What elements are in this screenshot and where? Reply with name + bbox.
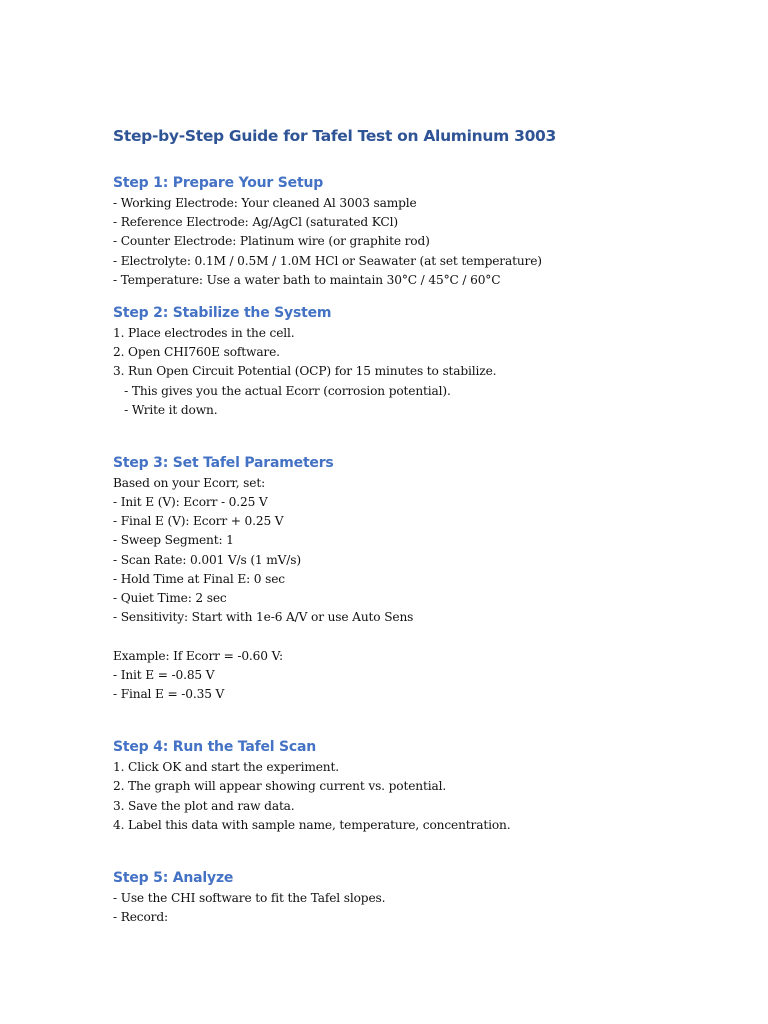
step-1-line: - Temperature: Use a water bath to maintain 30°C / 45°C / 60°C [113, 272, 501, 287]
step-5-line: - Record: [113, 910, 168, 925]
step-4-line: 2. The graph will appear showing current vs. potential. [113, 779, 447, 794]
document-page [113, 124, 733, 927]
step-3-line: - Init E (V): Ecorr - 0.25 V [113, 495, 268, 510]
step-3-line: Based on your Ecorr, set: [113, 475, 266, 490]
step-2-line: 3. Run Open Circuit Potential (OCP) for 15 minutes to stabilize. [113, 364, 497, 379]
step-3-heading: Step 3: Set Tafel Parameters [113, 454, 334, 471]
step-3-line: - Quiet Time: 2 sec [113, 591, 227, 605]
step-4-list [113, 758, 733, 835]
step-1-list [113, 194, 733, 290]
step-3-example-line: - Init E = -0.85 V [113, 667, 215, 682]
step-3-line: - Hold Time at Final E: 0 sec [113, 571, 285, 586]
step-5-line: - Use the CHI software to fit the Tafel slopes. [113, 890, 386, 905]
step-2-line: - Write it down. [113, 402, 218, 417]
step-1-heading: Step 1: Prepare Your Setup [113, 175, 324, 191]
step-3-line: - Sweep Segment: 1 [113, 533, 234, 548]
step-3-line: - Final E (V): Ecorr + 0.25 V [113, 514, 284, 529]
step-1-line: - Reference Electrode: Ag/AgCl (saturated KCl) [113, 215, 398, 230]
step-3-line: - Sensitivity: Start with 1e-6 A/V or use Auto Sens [113, 610, 414, 625]
step-3-line: - Scan Rate: 0.001 V/s (1 mV/s) [113, 552, 301, 567]
step-2-line: 1. Place electrodes in the cell. [113, 325, 295, 340]
step-3-example-line: - Final E = -0.35 V [113, 686, 225, 701]
step-2-line: - This gives you the actual Ecorr (corrosion potential). [113, 383, 451, 398]
step-5-list [113, 889, 733, 927]
step-1-line: - Electrolyte: 0.1M / 0.5M / 1.0M HCl or Seawater (at set temperature) [113, 253, 542, 268]
step-3-list [113, 474, 733, 704]
step-2-line: 2. Open CHI760E software. [113, 345, 280, 360]
step-4-line: 3. Save the plot and raw data. [113, 798, 295, 813]
step-1-line: - Working Electrode: Your cleaned Al 3003 sample [113, 196, 417, 210]
step-4-line: 4. Label this data with sample name, temperature, concentration. [113, 817, 511, 832]
step-3-example-line: Example: If Ecorr = -0.60 V: [113, 648, 283, 663]
step-4-line: 1. Click OK and start the experiment. [113, 760, 339, 775]
step-2-list [113, 324, 733, 420]
step-2-heading: Step 2: Stabilize the System [113, 304, 332, 321]
step-4-heading: Step 4: Run the Tafel Scan [113, 739, 317, 756]
document-title: Step-by-Step Guide for Tafel Test on Aluminum 3003 [113, 127, 557, 145]
step-5-heading: Step 5: Analyze [113, 869, 234, 886]
blank-line [113, 627, 733, 646]
step-1-line: - Counter Electrode: Platinum wire (or graphite rod) [113, 234, 430, 249]
